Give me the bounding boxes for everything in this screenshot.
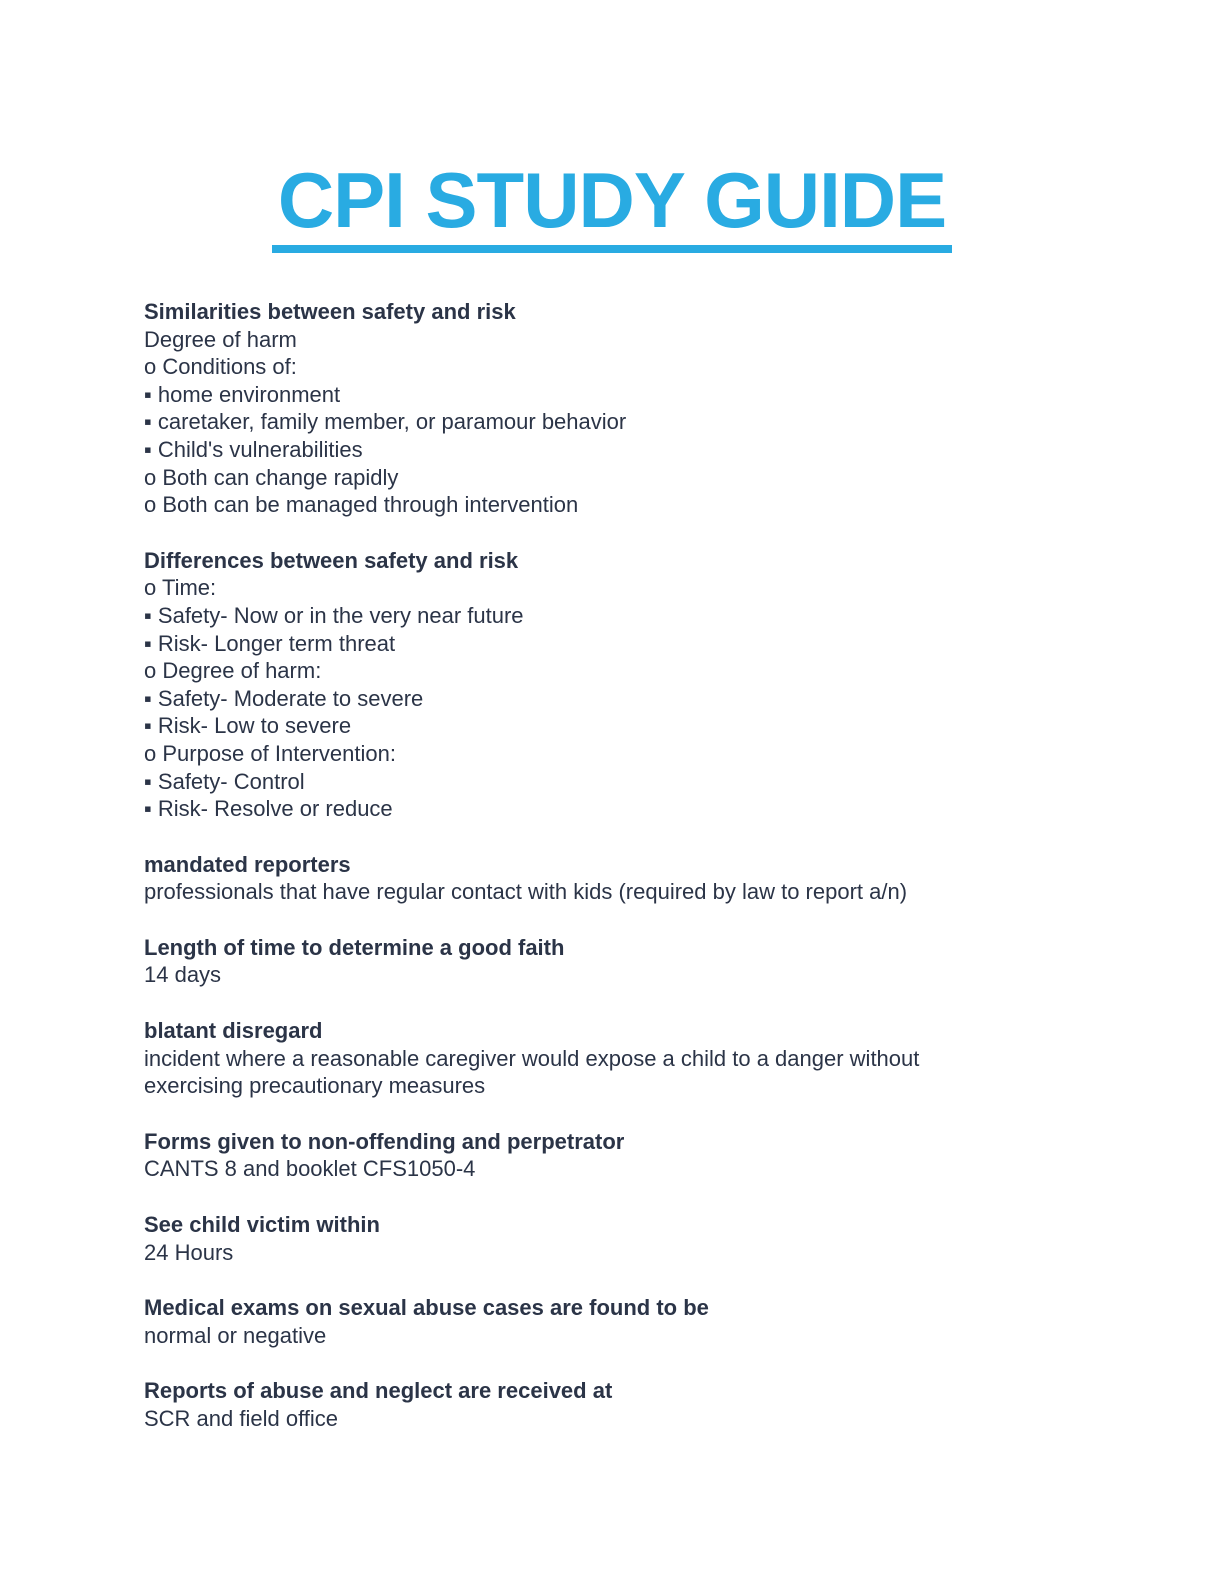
definition-line: o Both can change rapidly: [144, 464, 399, 490]
title-block: [0, 0, 1224, 253]
term-heading: Forms given to non-offending and perpetrator: [144, 1128, 625, 1154]
definition-line: incident where a reasonable caregiver would expose a child to a danger without: [144, 1045, 920, 1071]
definition-line: o Purpose of Intervention:: [144, 740, 396, 766]
study-section-mandated-reporters: [144, 851, 1080, 906]
study-section-medical-exams: [144, 1294, 1080, 1349]
study-section-similarities: [144, 298, 1080, 519]
definition-line: professionals that have regular contact with kids (required by law to report a/n): [144, 879, 908, 905]
definition-line: normal or negative: [144, 1322, 327, 1348]
definition-line: ▪ home environment: [144, 381, 341, 407]
term-heading: mandated reporters: [144, 851, 351, 877]
term-heading: Differences between safety and risk: [144, 547, 519, 573]
term-heading: blatant disregard: [144, 1018, 323, 1044]
study-section-see-child-victim: [144, 1211, 1080, 1266]
term-heading: Similarities between safety and risk: [144, 299, 516, 324]
definition-line: o Conditions of:: [144, 354, 297, 380]
document-body: [144, 253, 1080, 1433]
definition-line: ▪ caretaker, family member, or paramour behavior: [144, 409, 627, 435]
definition-line: ▪ Safety- Control: [144, 768, 305, 794]
term-heading: Reports of abuse and neglect are received at: [144, 1378, 613, 1404]
definition-line: exercising precautionary measures: [144, 1073, 486, 1099]
study-section-blatant-disregard: [144, 1017, 1080, 1100]
definition-line: CANTS 8 and booklet CFS1050-4: [144, 1156, 476, 1182]
page-title: CPI STUDY GUIDE: [272, 161, 952, 253]
term-heading: Medical exams on sexual abuse cases are found to be: [144, 1295, 709, 1321]
definition-line: ▪ Risk- Resolve or reduce: [144, 796, 393, 822]
study-section-forms: [144, 1128, 1080, 1183]
study-section-differences: [144, 547, 1080, 823]
definition-line: ▪ Safety- Moderate to severe: [144, 685, 424, 711]
term-heading: Length of time to determine a good faith: [144, 934, 565, 960]
definition-line: Degree of harm: [144, 326, 297, 352]
definition-line: 14 days: [144, 962, 222, 988]
definition-line: ▪ Child's vulnerabilities: [144, 436, 363, 462]
definition-line: o Time:: [144, 575, 217, 601]
definition-line: 24 Hours: [144, 1239, 234, 1265]
definition-line: o Degree of harm:: [144, 658, 322, 684]
term-heading: See child victim within: [144, 1212, 380, 1238]
study-section-good-faith: [144, 934, 1080, 989]
definition-line: ▪ Safety- Now or in the very near future: [144, 602, 524, 628]
definition-line: SCR and field office: [144, 1406, 339, 1431]
study-section-reports-received: [144, 1377, 1080, 1432]
definition-line: ▪ Risk- Low to severe: [144, 713, 352, 739]
definition-line: ▪ Risk- Longer term threat: [144, 630, 396, 656]
definition-line: o Both can be managed through intervention: [144, 492, 579, 518]
